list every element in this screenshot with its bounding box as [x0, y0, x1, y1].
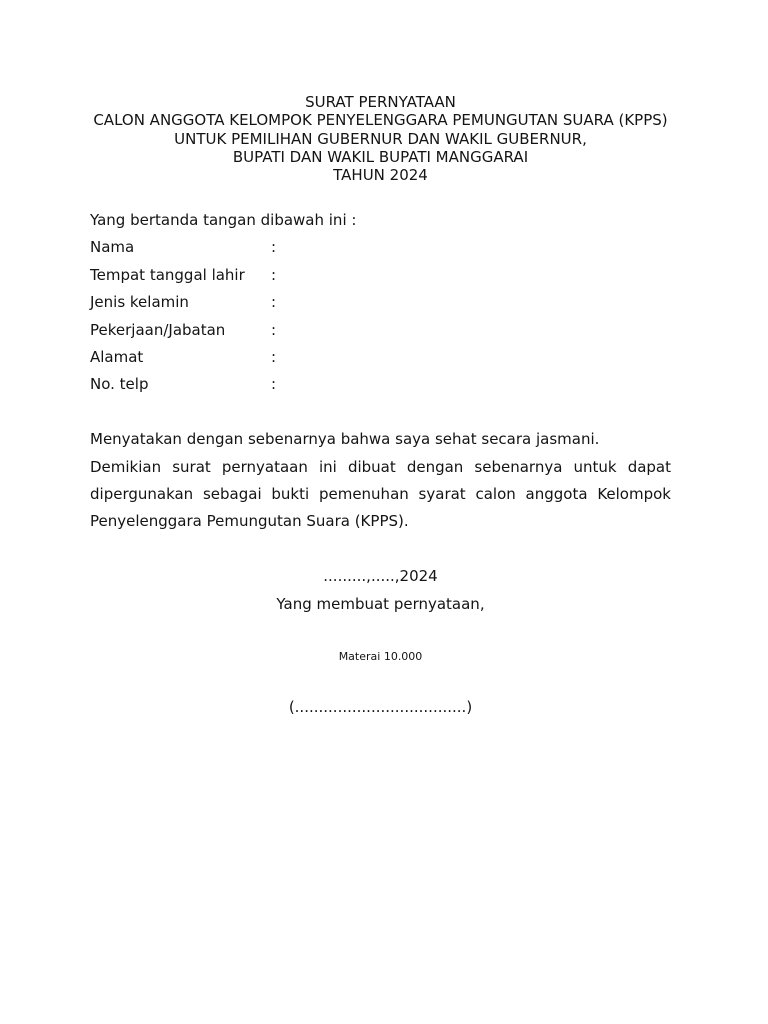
field-row-no-telp [90, 371, 671, 398]
field-colon: : [271, 293, 277, 312]
closing-paragraph-line-3: Penyelenggara Pemungutan Suara (KPPS). [90, 512, 409, 531]
statement-section [90, 426, 671, 536]
closing-paragraph-line-2: dipergunakan sebagai bukti pemenuhan syarat calon anggota Kelompok [90, 485, 671, 504]
title-line-5: TAHUN 2024 [333, 166, 428, 184]
field-row-alamat [90, 344, 671, 371]
closing-paragraph-line-1: Demikian surat pernyataan ini dibuat dengan sebenarnya untuk dapat [90, 457, 671, 476]
title-line-2: CALON ANGGOTA KELOMPOK PENYELENGGARA PEMUNGUTAN SUARA (KPPS) [93, 111, 668, 130]
title-line-4: BUPATI DAN WAKIL BUPATI MANGGARAI [232, 147, 529, 166]
title-line-1: SURAT PERNYATAAN [305, 93, 456, 111]
field-label: No. telp [90, 375, 149, 394]
signer-name-placeholder: (....................................) [288, 698, 473, 717]
field-colon: : [271, 265, 277, 284]
stamp-label: Materai 10.000 [338, 650, 423, 663]
field-label: Alamat [90, 347, 144, 366]
field-label: Nama [90, 238, 135, 257]
statement-text: Menyatakan dengan sebenarnya bahwa saya sehat secara jasmani. [90, 430, 600, 449]
intro-text: Yang bertanda tangan dibawah ini : [90, 211, 357, 229]
title-line-3: UNTUK PEMILIHAN GUBERNUR DAN WAKIL GUBERNUR, [174, 129, 587, 148]
field-row-nama [90, 234, 671, 261]
field-label: Pekerjaan/Jabatan [90, 320, 226, 339]
field-label: Jenis kelamin [90, 293, 189, 312]
field-colon: : [271, 320, 277, 339]
place-date: .........,.....,2024 [323, 567, 438, 586]
document-title [40, 93, 721, 184]
identity-section [90, 207, 671, 399]
signature-section [40, 563, 721, 618]
field-colon: : [271, 238, 277, 257]
field-row-pekerjaan [90, 317, 671, 344]
field-label: Tempat tanggal lahir [90, 265, 245, 284]
field-colon: : [271, 375, 277, 394]
field-colon: : [271, 347, 277, 366]
field-row-jenis-kelamin [90, 289, 671, 316]
signer-label: Yang membuat pernyataan, [276, 594, 485, 613]
field-row-tempat-tanggal-lahir [90, 262, 671, 289]
